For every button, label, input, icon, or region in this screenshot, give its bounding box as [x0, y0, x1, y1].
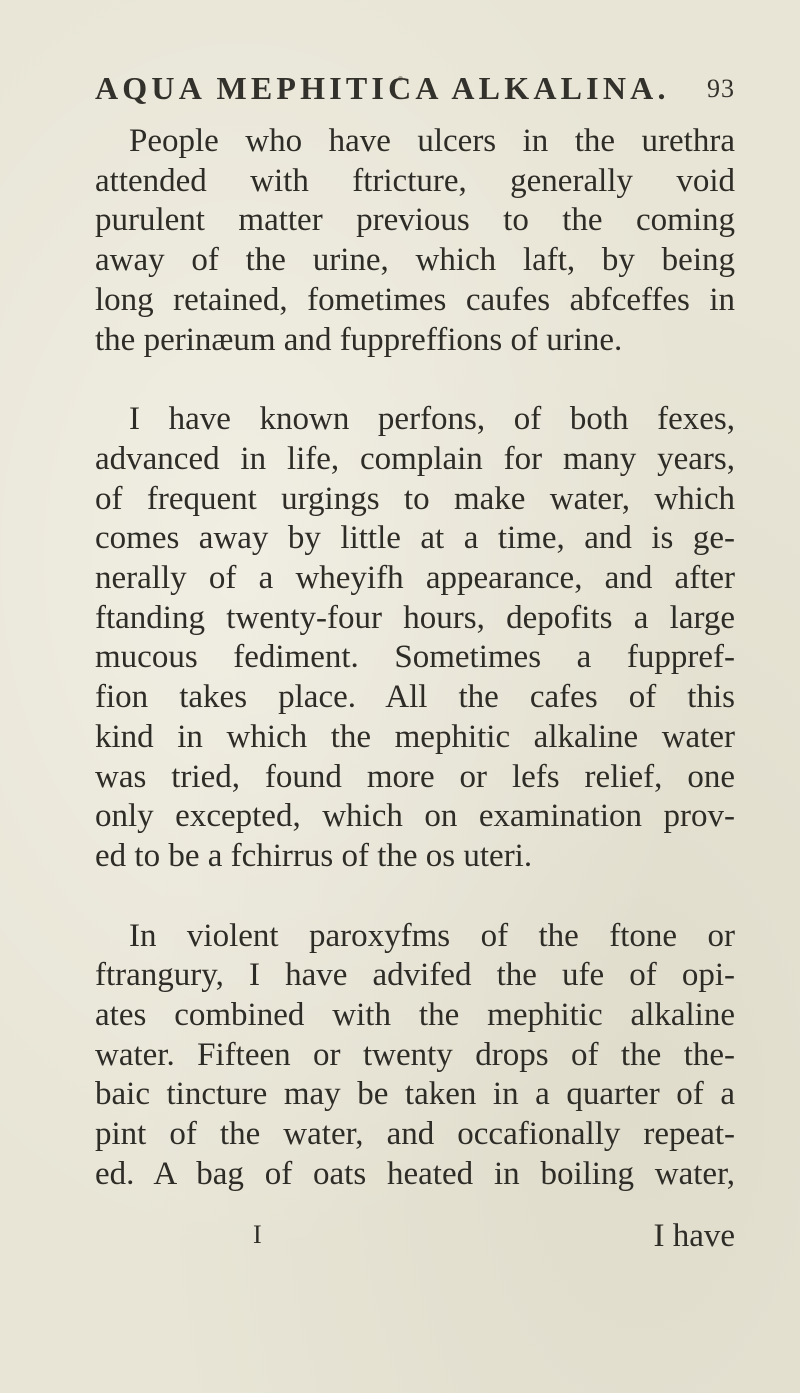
paragraph-3	[95, 917, 735, 1195]
text-line: advanced in life, complain for many years,	[95, 440, 735, 477]
text-line: ates combined with the mephitic alkaline	[95, 997, 735, 1034]
text-line: nerally of a wheyifh appearance, and after	[95, 560, 735, 597]
page-footer	[95, 1218, 735, 1258]
text-line: attended with ftricture, generally void	[95, 162, 735, 199]
running-head	[95, 70, 735, 120]
text-line: the perinæum and fuppreffions of urine.	[95, 321, 623, 358]
text-line: ftrangury, I have advifed the ufe of opi-	[95, 957, 735, 994]
signature-mark: I	[253, 1220, 262, 1249]
paragraph-1	[95, 122, 735, 360]
text-line: purulent matter previous to the coming	[95, 202, 735, 239]
text-line: comes away by little at a time, and is ge-	[95, 520, 735, 557]
text-line: ed. A bag of oats heated in boiling water,	[95, 1155, 735, 1192]
text-line: People who have ulcers in the urethra	[129, 123, 735, 159]
paragraph-2	[95, 400, 735, 876]
text-line: long retained, fometimes caufes abfceffes in	[95, 281, 735, 318]
text-line: mucous fediment. Sometimes a fuppref-	[95, 639, 735, 676]
text-line: fion takes place. All the cafes of this	[95, 679, 735, 716]
running-title: AQUA MEPHITICA ALKALINA.	[95, 70, 670, 106]
text-line: kind in which the mephitic alkaline water	[95, 718, 735, 755]
text-line: of frequent urgings to make water, which	[95, 480, 735, 517]
text-line: ftanding twenty-four hours, depofits a large	[95, 599, 735, 636]
body-text	[95, 122, 735, 1195]
text-line: In violent paroxyfms of the ftone or	[129, 917, 735, 954]
text-line: baic tincture may be taken in a quarter of a	[95, 1076, 735, 1113]
text-line: was tried, found more or lefs relief, one	[95, 758, 735, 795]
text-line: I have known perfons, of both fexes,	[129, 401, 735, 438]
page-number: 93	[707, 74, 735, 103]
text-line: pint of the water, and occafionally repeat-	[95, 1116, 735, 1153]
text-line: water. Fifteen or twenty drops of the the-	[95, 1036, 735, 1073]
catchword: I have	[653, 1218, 735, 1254]
text-line: ed to be a fchirrus of the os uteri.	[95, 837, 533, 874]
text-line: away of the urine, which laft, by being	[95, 242, 735, 279]
text-line: only excepted, which on examination prov-	[95, 798, 735, 835]
